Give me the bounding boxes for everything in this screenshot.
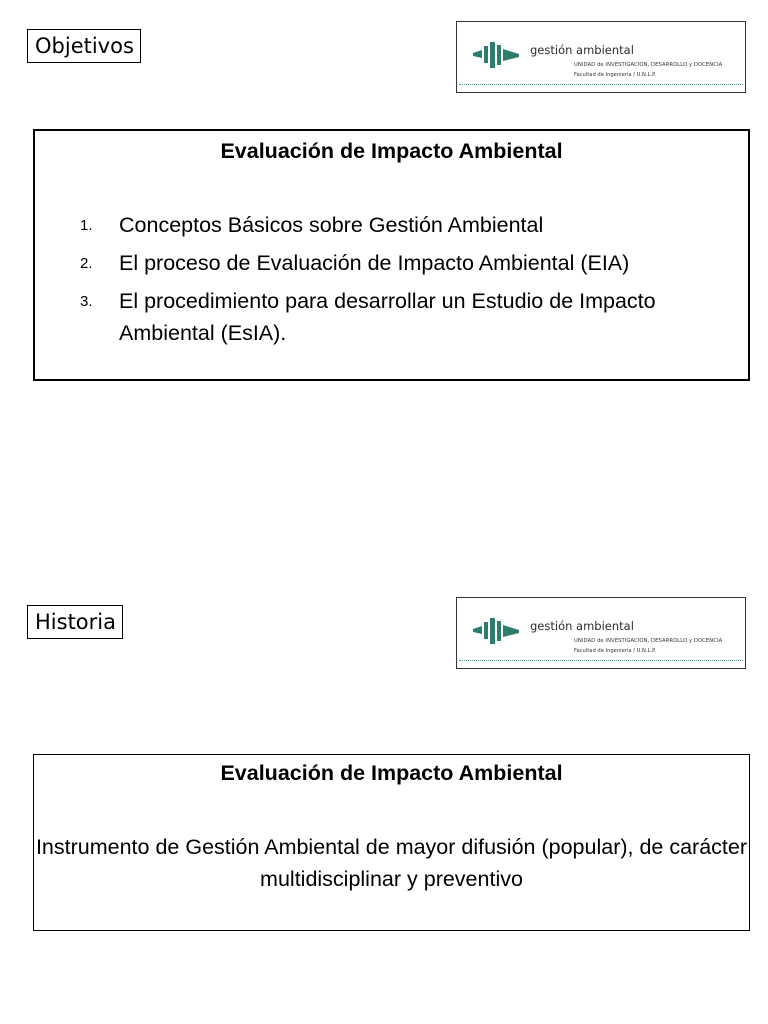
logo-unit: UNIDAD de INVESTIGACION, DESARROLLO y DOCENCIA: [574, 638, 723, 644]
content-box: [33, 754, 750, 931]
topic-list: [80, 209, 740, 355]
list-item-text: El procedimiento para desarrollar un Estudio de Impacto Ambiental (EsIA).: [119, 289, 656, 345]
list-item: [80, 247, 740, 279]
section-label: Historia: [27, 605, 123, 639]
gestion-ambiental-logo: [456, 597, 746, 669]
list-item-text: El proceso de Evaluación de Impacto Ambiental (EIA): [119, 251, 630, 275]
slide-historia: [0, 576, 768, 1024]
list-item: [80, 285, 740, 349]
list-item-number: 3.: [80, 293, 93, 310]
section-label: Objetivos: [27, 29, 141, 63]
logo-unit: UNIDAD de INVESTIGACION, DESARROLLO y DOCENCIA: [574, 62, 723, 68]
logo-name: gestión ambiental: [530, 619, 634, 633]
logo-faculty: Facultad de Ingeniería / U.N.L.P.: [574, 648, 657, 654]
definition-text: Instrumento de Gestión Ambiental de mayor difusión (popular), de carácter multidisciplinar y preventivo: [35, 835, 748, 891]
content-box: [33, 129, 750, 381]
logo-divider: [459, 660, 743, 661]
logo-name: gestión ambiental: [530, 43, 634, 57]
list-item-text: Conceptos Básicos sobre Gestión Ambiental: [119, 213, 544, 237]
box-title: Evaluación de Impacto Ambiental: [220, 139, 563, 163]
gestion-ambiental-logo: [456, 21, 746, 93]
box-title: Evaluación de Impacto Ambiental: [220, 761, 563, 785]
list-item: [80, 209, 740, 241]
logo-mark-icon: [473, 617, 519, 645]
list-item-number: 2.: [80, 255, 93, 272]
list-item-number: 1.: [80, 217, 93, 234]
logo-faculty: Facultad de Ingeniería / U.N.L.P.: [574, 72, 657, 78]
logo-mark-icon: [473, 41, 519, 69]
logo-divider: [459, 84, 743, 85]
